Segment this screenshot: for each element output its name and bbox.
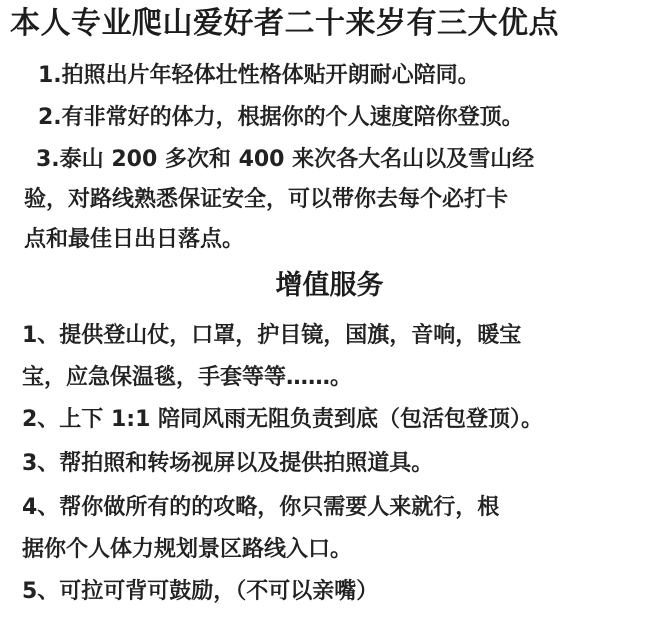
advantage-item-3-line-2: 验，对路线熟悉保证安全，可以带你去每个必打卡 [24,187,509,212]
advantage-item-3-line-3: 点和最佳日出日落点。 [24,227,245,252]
service-item-1-line-1: 1、提供登山仗，口罩，护目镜，国旗，音响，暖宝 [22,323,522,348]
advantage-item-3-line-1: 3.泰山 200 多次和 400 来次各大名山以及雪山经 [36,147,535,172]
services-heading: 增值服务 [275,270,384,301]
service-item-4-line-2: 据你个人体力规划景区路线入口。 [22,537,353,562]
service-item-4-line-1: 4、帮你做所有的的攻略，你只需要人来就行，根 [22,495,500,520]
advantage-item-2: 2.有非常好的体力，根据你的个人速度陪你登顶。 [38,105,524,130]
service-item-1-line-2: 宝，应急保温毯，手套等等……。 [22,365,353,390]
service-item-5: 5、可拉可背可鼓励，（不可以亲嘴） [22,579,379,604]
service-item-3: 3、帮拍照和转场视屏以及提供拍照道具。 [22,451,434,476]
advantage-item-1: 1.拍照出片年轻体壮性格体贴开朗耐心陪同。 [38,63,480,88]
page-title: 本人专业爬山爱好者二十来岁有三大优点 [10,6,559,41]
service-item-2: 2、上下 1:1 陪同风雨无阻负责到底（包活包登顶）。 [22,407,544,432]
